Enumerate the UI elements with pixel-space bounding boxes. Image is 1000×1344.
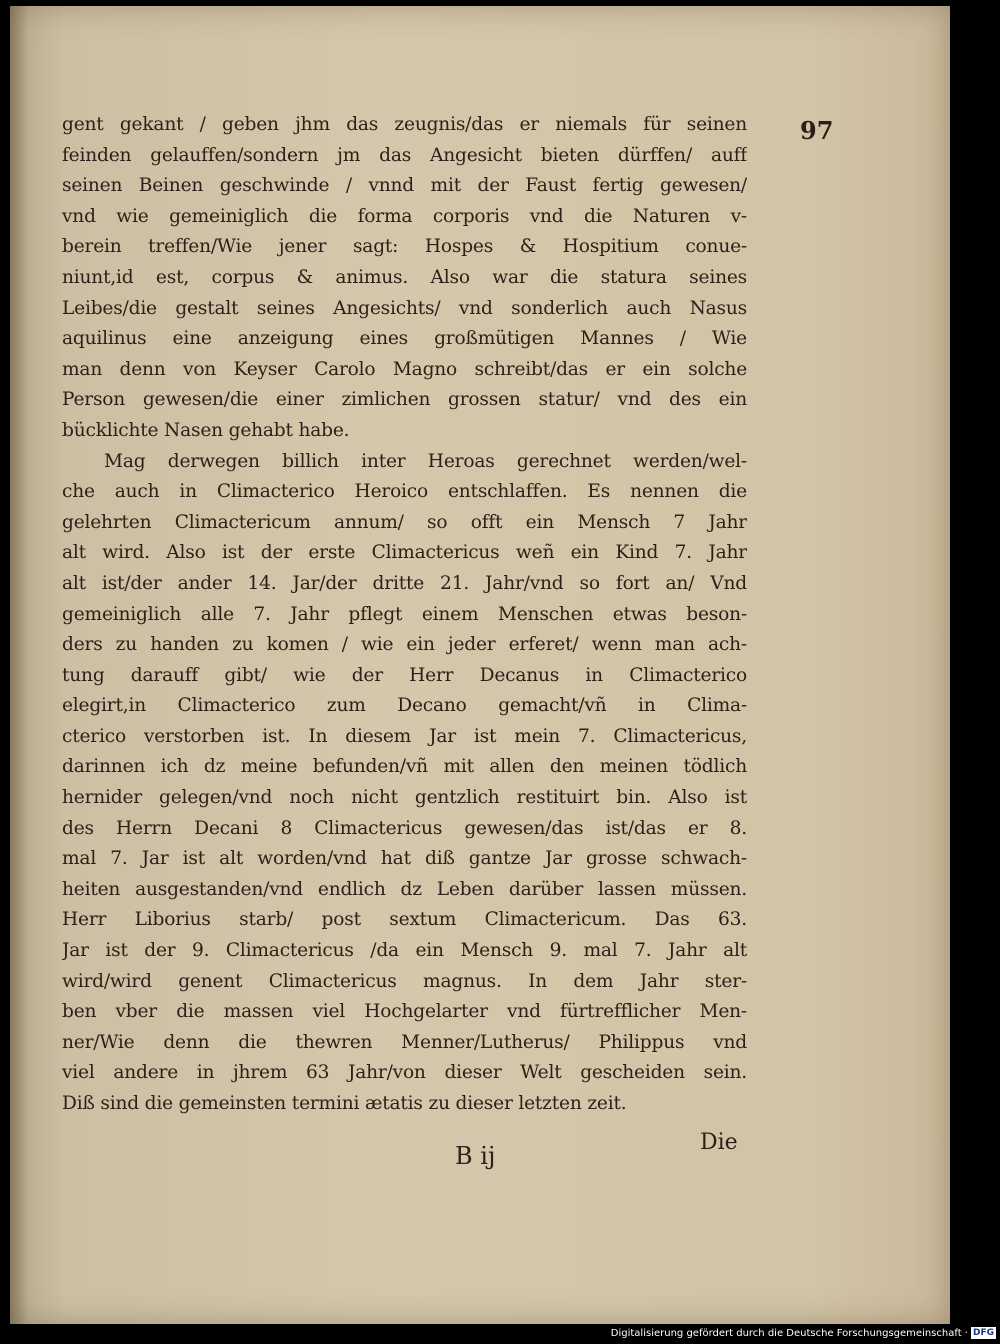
text-line: ben vber die massen viel Hochgelarter vnd fürtrefflicher Men- — [62, 1001, 747, 1023]
text-line: cterico verstorben ist. In diesem Jar ist mein 7. Climactericus, — [62, 725, 747, 747]
digitization-credit — [611, 1326, 996, 1340]
text-line: feinden gelauffen/sondern jm das Angesicht bieten dürffen/ auff — [62, 144, 747, 166]
text-line: niunt,id est, corpus & animus. Also war die statura seines — [62, 266, 747, 288]
text-line: Jar ist der 9. Climactericus /da ein Mensch 9. mal 7. Jahr alt — [62, 940, 747, 962]
text-line: aquilinus eine anzeigung eines großmütigen Mannes / Wie — [62, 328, 747, 350]
book-page — [10, 6, 950, 1324]
signature-mark: B ij — [455, 1142, 496, 1170]
text-line: wird/wird genent Climactericus magnus. In dem Jahr ster- — [62, 970, 747, 992]
text-line: des Herrn Decani 8 Climactericus gewesen/das ist/das er 8. — [62, 817, 747, 839]
catchword: Die — [700, 1130, 738, 1155]
text-line: che auch in Climacterico Heroico entschlaffen. Es nennen die — [62, 481, 747, 503]
text-line: Mag derwegen billich inter Heroas gerechnet werden/wel- — [104, 450, 747, 472]
text-line: tung darauff gibt/ wie der Herr Decanus in Climacterico — [62, 664, 747, 686]
text-line: berein treffen/Wie jener sagt: Hospes & Hospitium conue- — [62, 236, 747, 258]
text-line: bücklichte Nasen gehabt habe. — [62, 419, 350, 441]
page-number: 97 — [800, 116, 834, 145]
dfg-logo: DFG — [972, 1328, 994, 1338]
text-line: Person gewesen/die einer zimlichen grossen statur/ vnd des ein — [62, 389, 747, 411]
text-line: darinnen ich dz meine befunden/vñ mit allen den meinen tödlich — [62, 756, 747, 778]
text-line: ner/Wie denn die thewren Menner/Lutherus/ Philippus vnd — [62, 1031, 747, 1053]
text-line: alt ist/der ander 14. Jar/der dritte 21. Jahr/vnd so fort an/ Vnd — [62, 572, 747, 594]
text-line: mal 7. Jar ist alt worden/vnd hat diß gantze Jar grosse schwach- — [62, 848, 747, 870]
text-line: elegirt,in Climacterico zum Decano gemacht/vñ in Clima- — [62, 695, 747, 717]
text-line: vnd wie gemeiniglich die forma corporis vnd die Naturen v- — [62, 205, 747, 227]
text-line: ders zu handen zu komen / wie ein jeder erferet/ wenn man ach- — [62, 634, 747, 656]
text-line: gemeiniglich alle 7. Jahr pflegt einem Menschen etwas beson- — [62, 603, 747, 625]
text-line: Diß sind die gemeinsten termini ætatis zu dieser letzten zeit. — [62, 1093, 627, 1114]
text-line: hernider gelegen/vnd noch nicht gentzlich restituirt bin. Also ist — [62, 787, 747, 809]
text-line: seinen Beinen geschwinde / vnnd mit der Faust fertig gewesen/ — [62, 175, 747, 197]
body-text — [62, 110, 747, 1120]
text-line: Leibes/die gestalt seines Angesichts/ vnd sonderlich auch Nasus — [62, 297, 747, 319]
text-line: gelehrten Climactericum annum/ so offt ein Mensch 7 Jahr — [62, 511, 747, 533]
text-line: viel andere in jhrem 63 Jahr/von dieser Welt gescheiden sein. — [62, 1062, 747, 1084]
credit-text: Digitalisierung gefördert durch die Deutsche Forschungsgemeinschaft · — [610, 1327, 968, 1339]
text-line: Herr Liborius starb/ post sextum Climactericum. Das 63. — [62, 909, 747, 931]
text-line: gent gekant / geben jhm das zeugnis/das er niemals für seinen — [62, 114, 747, 135]
text-line: alt wird. Also ist der erste Climactericus weñ ein Kind 7. Jahr — [62, 542, 747, 564]
text-line: heiten ausgestanden/vnd endlich dz Leben darüber lassen müssen. — [62, 878, 747, 900]
text-line: man denn von Keyser Carolo Magno schreibt/das er ein solche — [62, 358, 747, 380]
